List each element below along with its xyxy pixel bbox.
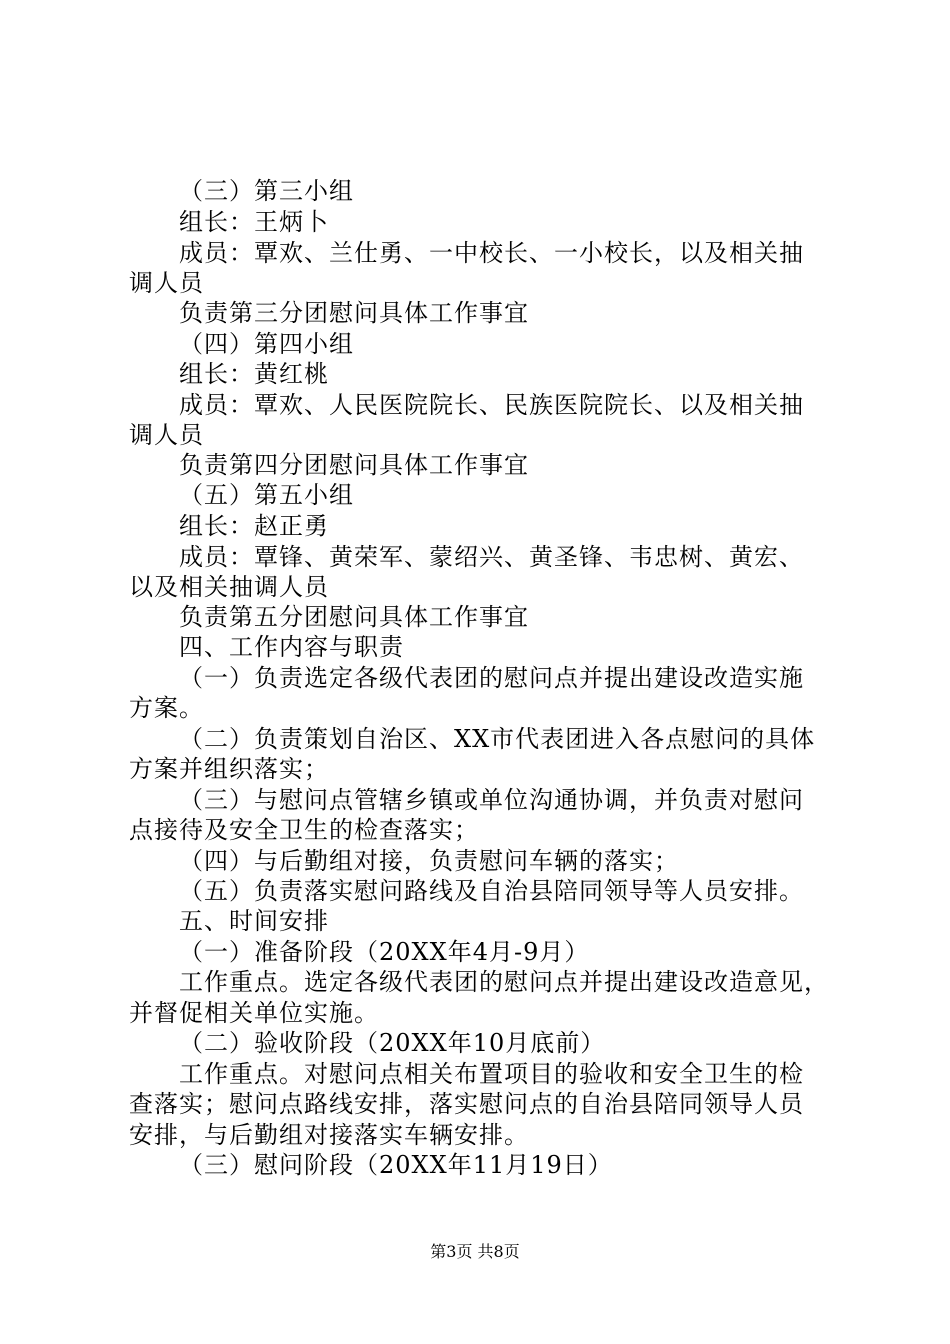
text-line: 成员：覃欢、兰仕勇、一中校长、一小校长，以及相关抽 bbox=[179, 239, 804, 267]
section-heading: 四、工作内容与职责 bbox=[179, 633, 404, 661]
text-line: 工作重点。选定各级代表团的慰问点并提出建设改造意见， bbox=[179, 968, 829, 996]
text-line: 安排，与后勤组对接落实车辆安排。 bbox=[129, 1121, 529, 1149]
text-line: （二）负责策划自治区、XX市代表团进入各点慰问的具体 bbox=[179, 725, 816, 753]
text-line: 成员：覃欢、人民医院院长、民族医院院长、以及相关抽 bbox=[179, 391, 804, 419]
text-line: （一）准备阶段（20XX年4月-9月） bbox=[179, 938, 590, 966]
text-line: 成员：覃锋、黄荣军、蒙绍兴、黄圣锋、韦忠树、黄宏、 bbox=[179, 543, 804, 571]
page-number-footer: 第3页 共8页 bbox=[430, 1242, 520, 1261]
text-line: 方案并组织落实； bbox=[129, 755, 329, 783]
text-line: （一）负责选定各级代表团的慰问点并提出建设改造实施 bbox=[179, 664, 804, 692]
text-line: 点接待及安全卫生的检查落实； bbox=[129, 816, 479, 844]
text-line: 负责第四分团慰问具体工作事宜 bbox=[179, 451, 529, 479]
text-line: 工作重点。对慰问点相关布置项目的验收和安全卫生的检 bbox=[179, 1060, 804, 1088]
text-line: （三）慰问阶段（20XX年11月19日） bbox=[179, 1151, 613, 1179]
text-line: 以及相关抽调人员 bbox=[129, 573, 329, 601]
section-heading: 五、时间安排 bbox=[179, 907, 329, 935]
text-line: 并督促相关单位实施。 bbox=[129, 999, 379, 1027]
text-line: （五）第五小组 bbox=[179, 481, 354, 509]
text-line: 组长：王炳卜 bbox=[179, 208, 329, 236]
text-line: 负责第三分团慰问具体工作事宜 bbox=[179, 299, 529, 327]
text-line: 方案。 bbox=[129, 694, 204, 722]
text-line: （四）与后勤组对接，负责慰问车辆的落实； bbox=[179, 847, 679, 875]
text-line: （五）负责落实慰问路线及自治县陪同领导等人员安排。 bbox=[179, 877, 804, 905]
text-line: 组长：赵正勇 bbox=[179, 512, 329, 540]
text-line: （三）与慰问点管辖乡镇或单位沟通协调，并负责对慰问 bbox=[179, 786, 804, 814]
text-line: 调人员 bbox=[129, 421, 204, 449]
text-line: 查落实；慰问点路线安排，落实慰问点的自治县陪同领导人员 bbox=[129, 1090, 804, 1118]
text-line: （四）第四小组 bbox=[179, 330, 354, 358]
text-line: （二）验收阶段（20XX年10月底前） bbox=[179, 1029, 606, 1057]
text-line: （三）第三小组 bbox=[179, 177, 354, 205]
text-line: 组长：黄红桃 bbox=[179, 360, 329, 388]
text-line: 调人员 bbox=[129, 269, 204, 297]
text-line: 负责第五分团慰问具体工作事宜 bbox=[179, 603, 529, 631]
